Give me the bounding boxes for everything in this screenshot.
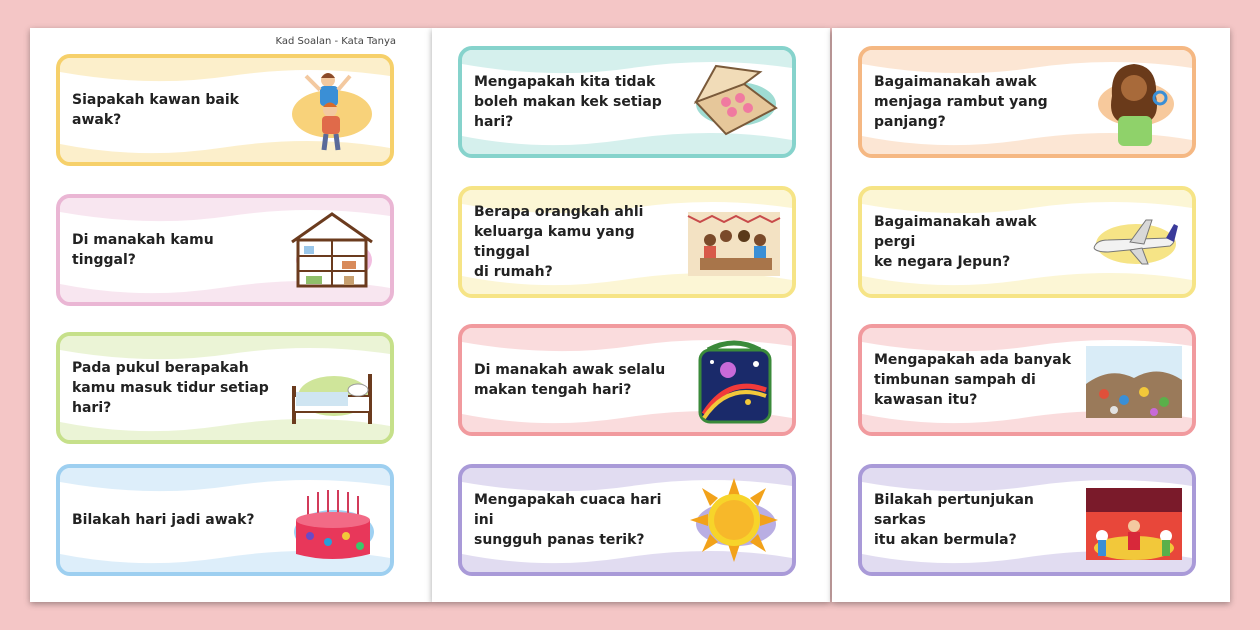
question-card <box>56 194 394 306</box>
rubbish-dump-illustration <box>1086 336 1182 424</box>
question-text: Mengapakah cuaca hari ini sungguh panas terik? <box>474 492 662 548</box>
question-text: Bagaimanakah awak menjaga rambut yang panjang? <box>874 74 1048 130</box>
question-text: Pada pukul berapakah kamu masuk tidur setiap hari? <box>72 360 269 416</box>
circus-show-illustration <box>1086 476 1182 564</box>
question-card <box>56 332 394 444</box>
question-card <box>458 46 796 158</box>
question-card <box>458 464 796 576</box>
friends-piggyback-illustration <box>284 66 380 154</box>
question-card <box>858 186 1196 298</box>
question-text: Mengapakah ada banyak timbunan sampah di kawasan itu? <box>874 352 1072 408</box>
question-text: Di manakah awak selalu makan tengah hari? <box>474 362 666 398</box>
girl-long-hair-illustration <box>1086 58 1182 146</box>
question-text: Siapakah kawan baik awak? <box>72 92 239 128</box>
question-card <box>458 186 796 298</box>
house-cutaway-illustration <box>284 206 380 294</box>
question-text: Bilakah pertunjukan sarkas itu akan bermula? <box>874 492 1034 548</box>
page-title: Kad Soalan - Kata Tanya <box>275 36 396 47</box>
family-dinner-illustration <box>686 198 782 286</box>
question-card <box>458 324 796 436</box>
worksheet-page-2 <box>432 28 830 602</box>
airplane-illustration <box>1086 198 1182 286</box>
question-card <box>858 46 1196 158</box>
birthday-cake-illustration <box>284 476 380 564</box>
question-card <box>858 324 1196 436</box>
sun-illustration <box>686 476 782 564</box>
question-text: Di manakah kamu tinggal? <box>72 232 214 268</box>
bed-illustration <box>284 344 380 432</box>
question-text: Bilakah hari jadi awak? <box>72 512 255 528</box>
question-text: Berapa orangkah ahli keluarga kamu yang tinggal di rumah? <box>474 204 644 280</box>
question-card <box>56 464 394 576</box>
question-card <box>56 54 394 166</box>
question-text: Bagaimanakah awak pergi ke negara Jepun? <box>874 214 1037 270</box>
lunch-bag-illustration <box>686 336 782 424</box>
question-text: Mengapakah kita tidak boleh makan kek setiap hari? <box>474 74 662 130</box>
worksheet-page-3 <box>832 28 1230 602</box>
cupcake-box-illustration <box>686 58 782 146</box>
question-card <box>858 464 1196 576</box>
worksheet-page-1 <box>30 28 432 602</box>
